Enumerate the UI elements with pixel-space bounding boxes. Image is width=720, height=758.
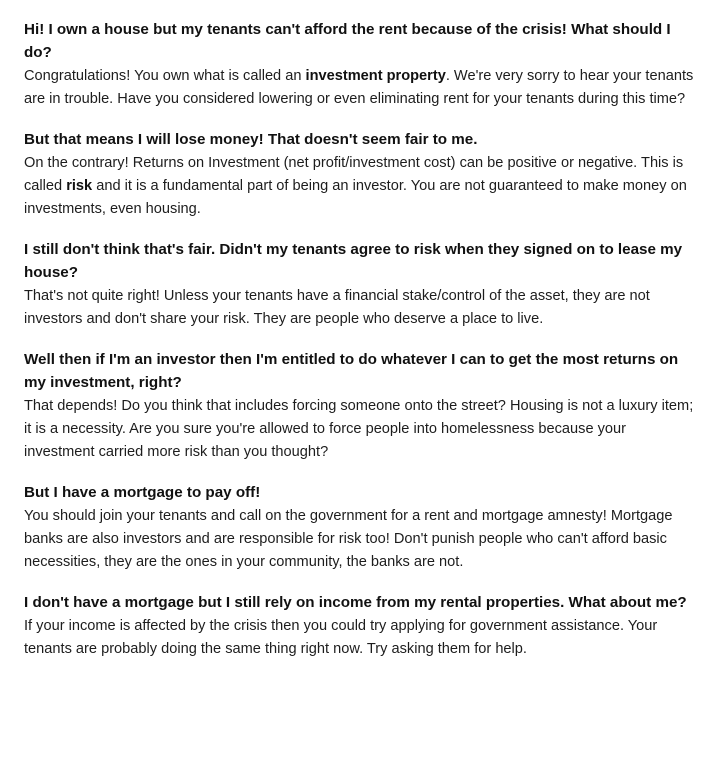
question-2: But that means I will lose money! That doesn't seem fair to me. [24,131,478,148]
qa-block-1 [24,18,696,111]
question-4: Well then if I'm an investor then I'm entitled to do whatever I can to get the most returns on my investment, right? [24,351,679,391]
answer-2-emphasis: risk [66,178,93,194]
answer-1-emphasis: investment property [305,68,446,84]
qa-block-2 [24,128,696,221]
question-1: Hi! I own a house but my tenants can't afford the rent because of the crisis! What should I do? [24,21,671,61]
question-3: I still don't think that's fair. Didn't my tenants agree to risk when they signed on to lease my house? [24,241,683,281]
answer-4: That depends! Do you think that includes forcing someone onto the street? Housing is not a luxury item; it is a necessity. Are you sure you're allowed to force people into homelessness because your investment carried more risk than you thought? [24,398,694,460]
answer-1-part-3: . We're very sorry to hear your tenants are in trouble. Have you considered lowering or even eliminating rent for your tenants during this time? [24,68,694,107]
qa-block-4 [24,348,696,464]
qa-block-5 [24,481,696,574]
answer-2-part-1: On the contrary! Returns on Investment (net profit/investment cost) can be positive or negative. This is called [24,155,684,194]
qa-block-6 [24,591,696,661]
question-5: But I have a mortgage to pay off! [24,484,261,501]
answer-6: If your income is affected by the crisis then you could try applying for government assistance. Your tenants are probably doing the same thing right now. Try asking them for help. [24,618,658,657]
answer-2-part-3: and it is a fundamental part of being an investor. You are not guaranteed to make money on investments, even housing. [24,178,687,217]
answer-1 [24,65,696,111]
answer-2 [24,152,696,221]
question-6: I don't have a mortgage but I still rely on income from my rental properties. What about me? [24,594,687,611]
answer-3: That's not quite right! Unless your tenants have a financial stake/control of the asset, they are not investors and don't share your risk. They are people who deserve a place to live. [24,288,650,327]
qa-block-3 [24,238,696,331]
answer-1-part-1: Congratulations! You own what is called an [24,68,306,84]
answer-5: You should join your tenants and call on the government for a rent and mortgage amnesty! Mortgage banks are also investors and are responsible for risk too! Don't punish people who can't afford basic necessities, they are the ones in your community, the banks are not. [24,508,673,570]
